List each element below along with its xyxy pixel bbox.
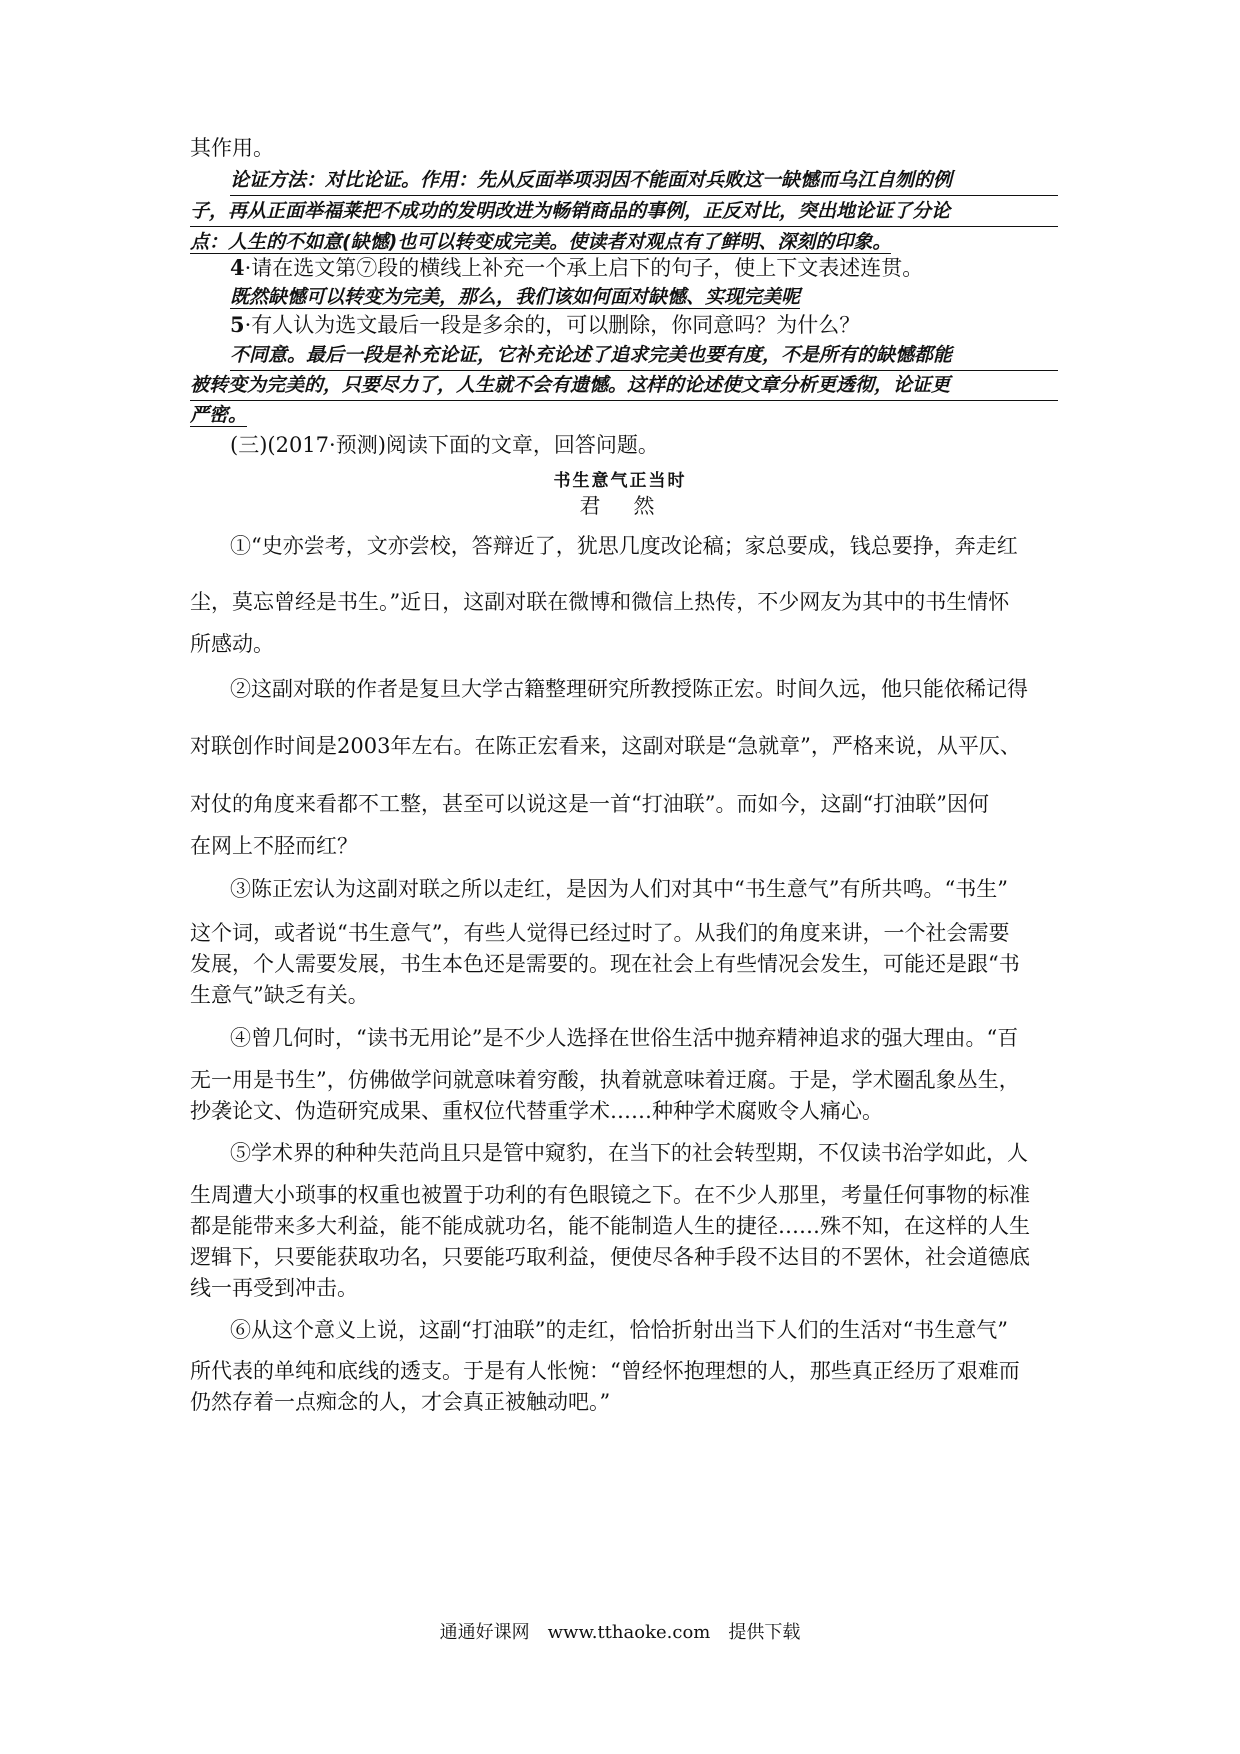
paragraph-4-line-3: 抄袭论文、伪造研究成果、重权位代替重学术……种种学术腐败令人痛心。 <box>190 1099 883 1123</box>
paragraph-3-line-2: 这个词，或者说“书生意气”，有些人觉得已经过时了。从我们的角度来讲，一个社会需要 <box>190 921 1010 945</box>
paragraph-2-line-1: ②这副对联的作者是复旦大学古籍整理研究所教授陈正宏。时间久远，他只能依稀记得 <box>230 677 1028 701</box>
paragraph-2-line-2: 对联创作时间是2003年左右。在陈正宏看来，这副对联是“急就章”，严格来说，从平仄、 <box>190 734 1021 758</box>
paragraph-5-line-1: ⑤学术界的种种失范尚且只是管中窥豹，在当下的社会转型期，不仅读书治学如此，人 <box>230 1141 1028 1165</box>
answer-3-line-2: 子，再从正面举福莱把不成功的发明改进为畅销商品的事例，正反对比，突出地论证了分论 <box>190 196 1058 227</box>
article-author: 君 然 <box>579 494 661 518</box>
question-4-text: ·请在选文第⑦段的横线上补充一个承上启下的句子，使上下文表述连贯。 <box>244 256 924 280</box>
question-5-text: ·有人认为选文最后一段是多余的，可以删除，你同意吗？为什么？ <box>244 313 861 337</box>
answer-5-line-1: 不同意。最后一段是补充论证，它补充论述了追求完美也要有度，不是所有的缺憾都能 <box>230 340 1058 371</box>
answer-4: 既然缺憾可以转变为完美，那么，我们该如何面对缺憾、实现完美呢 <box>230 286 801 308</box>
answer-5-line-3: 严密。 <box>190 404 248 426</box>
paragraph-4-line-2: 无一用是书生”，仿佛做学问就意味着穷酸，执着就意味着迂腐。于是，学术圈乱象丛生， <box>190 1068 1020 1092</box>
paragraph-5-line-4: 逻辑下，只要能获取功名，只要能巧取利益，便使尽各种手段不达目的不罢休，社会道德底 <box>190 1245 1030 1269</box>
question-4-number: 4 <box>230 255 245 280</box>
paragraph-5-line-5: 线一再受到冲击。 <box>190 1276 358 1300</box>
page-footer: 通通好课网 www.tthaoke.com 提供下载 <box>439 1622 801 1643</box>
paragraph-6-line-1: ⑥从这个意义上说，这副“打油联”的走红，恰恰折射出当下人们的生活对“书生意气” <box>230 1318 1008 1342</box>
paragraph-1-line-3: 所感动。 <box>190 632 274 656</box>
answer-3-line-1: 论证方法：对比论证。作用：先从反面举项羽因不能面对兵败这一缺憾而乌江自刎的例 <box>230 165 1058 196</box>
answer-5-line-2: 被转变为完美的，只要尽力了，人生就不会有遗憾。这样的论述使文章分析更透彻，论证更 <box>190 370 1058 401</box>
question-4 <box>230 253 1058 283</box>
answer-3-line-3: 点：人生的不如意(缺憾)也可以转变成完美。使读者对观点有了鲜明、深刻的印象。 <box>190 231 892 253</box>
paragraph-2-line-4: 在网上不胫而红？ <box>190 834 358 858</box>
paragraph-4-line-1: ④曾几何时，“读书无用论”是不少人选择在世俗生活中抛弃精神追求的强大理由。“百 <box>230 1026 1019 1050</box>
question-5-number: 5 <box>230 312 245 337</box>
paragraph-1-line-1: ①“史亦尝考，文亦尝校，答辩近了，犹思几度改论稿；家总要成，钱总要挣，奔走红 <box>230 534 1018 558</box>
paragraph-1-line-2: 尘，莫忘曾经是书生。”近日，这副对联在微博和微信上热传，不少网友为其中的书生情怀 <box>190 590 1010 614</box>
question-5 <box>230 310 1058 340</box>
question-fragment: 其作用。 <box>190 136 274 160</box>
paragraph-3-line-3: 发展，个人需要发展，书生本色还是需要的。现在社会上有些情况会发生，可能还是跟“书 <box>190 952 1020 976</box>
section-intro: (三)(2017·预测)阅读下面的文章，回答问题。 <box>230 433 659 457</box>
paragraph-6-line-2: 所代表的单纯和底线的透支。于是有人怅惋：“曾经怀抱理想的人，那些真正经历了艰难而 <box>190 1359 1020 1383</box>
paragraph-3-line-4: 生意气”缺乏有关。 <box>190 983 369 1007</box>
paragraph-3-line-1: ③陈正宏认为这副对联之所以走红，是因为人们对其中“书生意气”有所共鸣。“书生” <box>230 877 1008 901</box>
paragraph-5-line-3: 都是能带来多大利益，能不能成就功名，能不能制造人生的捷径……殊不知，在这样的人生 <box>190 1214 1030 1238</box>
paragraph-6-line-3: 仍然存着一点痴念的人，才会真正被触动吧。” <box>190 1390 611 1414</box>
paragraph-5-line-2: 生周遭大小琐事的权重也被置于功利的有色眼镜之下。在不少人那里，考量任何事物的标准 <box>190 1183 1030 1207</box>
paragraph-2-line-3: 对仗的角度来看都不工整，甚至可以说这是一首“打油联”。而如今，这副“打油联”因何 <box>190 792 989 816</box>
article-title: 书生意气正当时 <box>553 471 687 491</box>
